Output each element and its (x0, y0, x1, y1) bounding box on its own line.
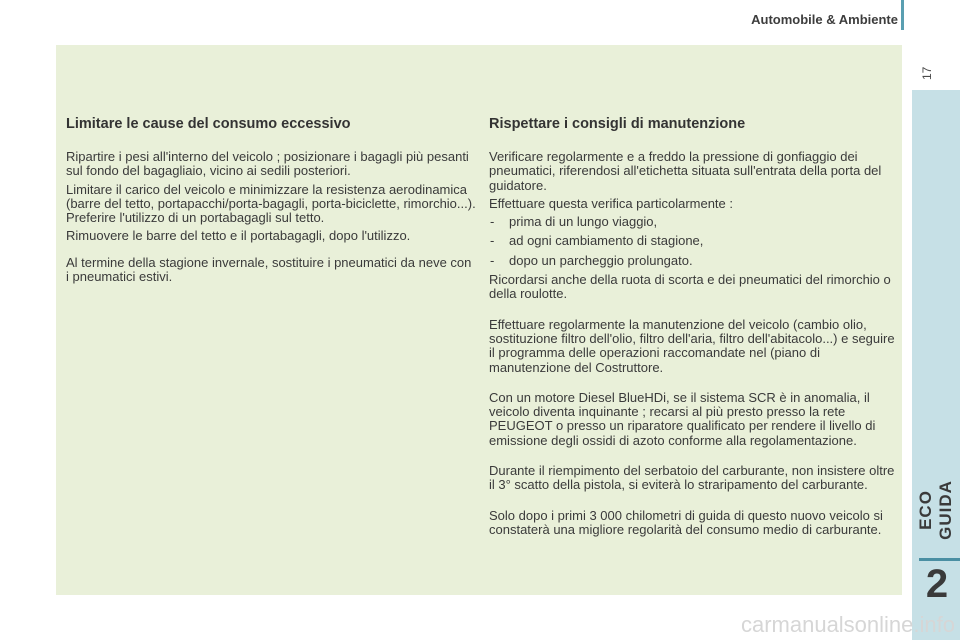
watermark: carmanualsonline.info (740, 612, 955, 637)
left-column (66, 116, 476, 288)
list-item: - prima di un lungo viaggio, (489, 215, 899, 229)
section-title: Automobile & Ambiente (751, 12, 898, 27)
check-list-intro: Effettuare questa verifica particolarmente : (489, 195, 733, 211)
header-accent-bar (901, 0, 904, 30)
chapter-label: ECO GUIDA (916, 480, 955, 540)
load-limit-text: Limitare il carico del veicolo e minimizzare la resistenza aerodinamica (barre del tetto, portapacchi/porta-bagagli, porta-biciclette, rimorchio...). Preferire l'utilizzo di un portabagagli sul tetto. (66, 181, 476, 226)
spare-wheel-text: Ricordarsi anche della ruota di scorta e dei pneumatici del rimorchio o della roulotte. (489, 272, 891, 302)
break-in-text: Solo dopo i primi 3 000 chilometri di guida di questo nuovo veicolo si constaterà una migliore regolarità del consumo medio di carburante. (489, 507, 883, 537)
refuel-text: Durante il riempimento del serbatoio del carburante, non insistere oltre il 3° scatto della pistola, si eviterà lo straripamento del carburante. (489, 463, 895, 493)
right-column (489, 116, 899, 541)
diesel-scr-text: Con un motore Diesel BlueHDi, se il sistema SCR è in anomalia, il veicolo diventa inquinante ; recarsi al più presto presso la rete PEUGEOT o presso un riparatore qualificato per rendere il livello di emissione degli ossidi di azoto conforme alla regolamentazione. (489, 389, 876, 448)
page-number: 17 (920, 66, 934, 80)
remove-bars-text: Rimuovere le barre del tetto e il portabagagli, dopo l'utilizzo. (66, 228, 411, 244)
tyre-pressure-text: Verificare regolarmente e a freddo la pressione di gonfiaggio dei pneumatici, riferendosi all'etichetta situata sull'entrata della porta del guidatore. (489, 149, 882, 193)
chapter-number: 2 (925, 562, 949, 606)
weight-distribution-text: Ripartire i pesi all'interno del veicolo ; posizionare i bagagli più pesanti sul fondo del bagagliaio, vicino ai sedili posteriori. (66, 149, 469, 179)
list-item: - ad ogni cambiamento di stagione, (489, 234, 899, 248)
right-heading: Rispettare i consigli di manutenzione (489, 116, 746, 132)
left-heading: Limitare le cause del consumo eccessivo (66, 116, 351, 132)
winter-tyres-text: Al termine della stagione invernale, sostituire i pneumatici da neve con i pneumatici estivi. (66, 254, 472, 285)
check-list (489, 215, 899, 268)
maintenance-text: Effettuare regolarmente la manutenzione del veicolo (cambio olio, sostituzione filtro dell'olio, filtro dell'aria, filtro dell'abitacolo...) e seguire il programma delle operazioni raccomandate nel (piano di manutenzione del Costruttore. (489, 316, 895, 375)
list-item: - dopo un parcheggio prolungato. (489, 254, 899, 268)
